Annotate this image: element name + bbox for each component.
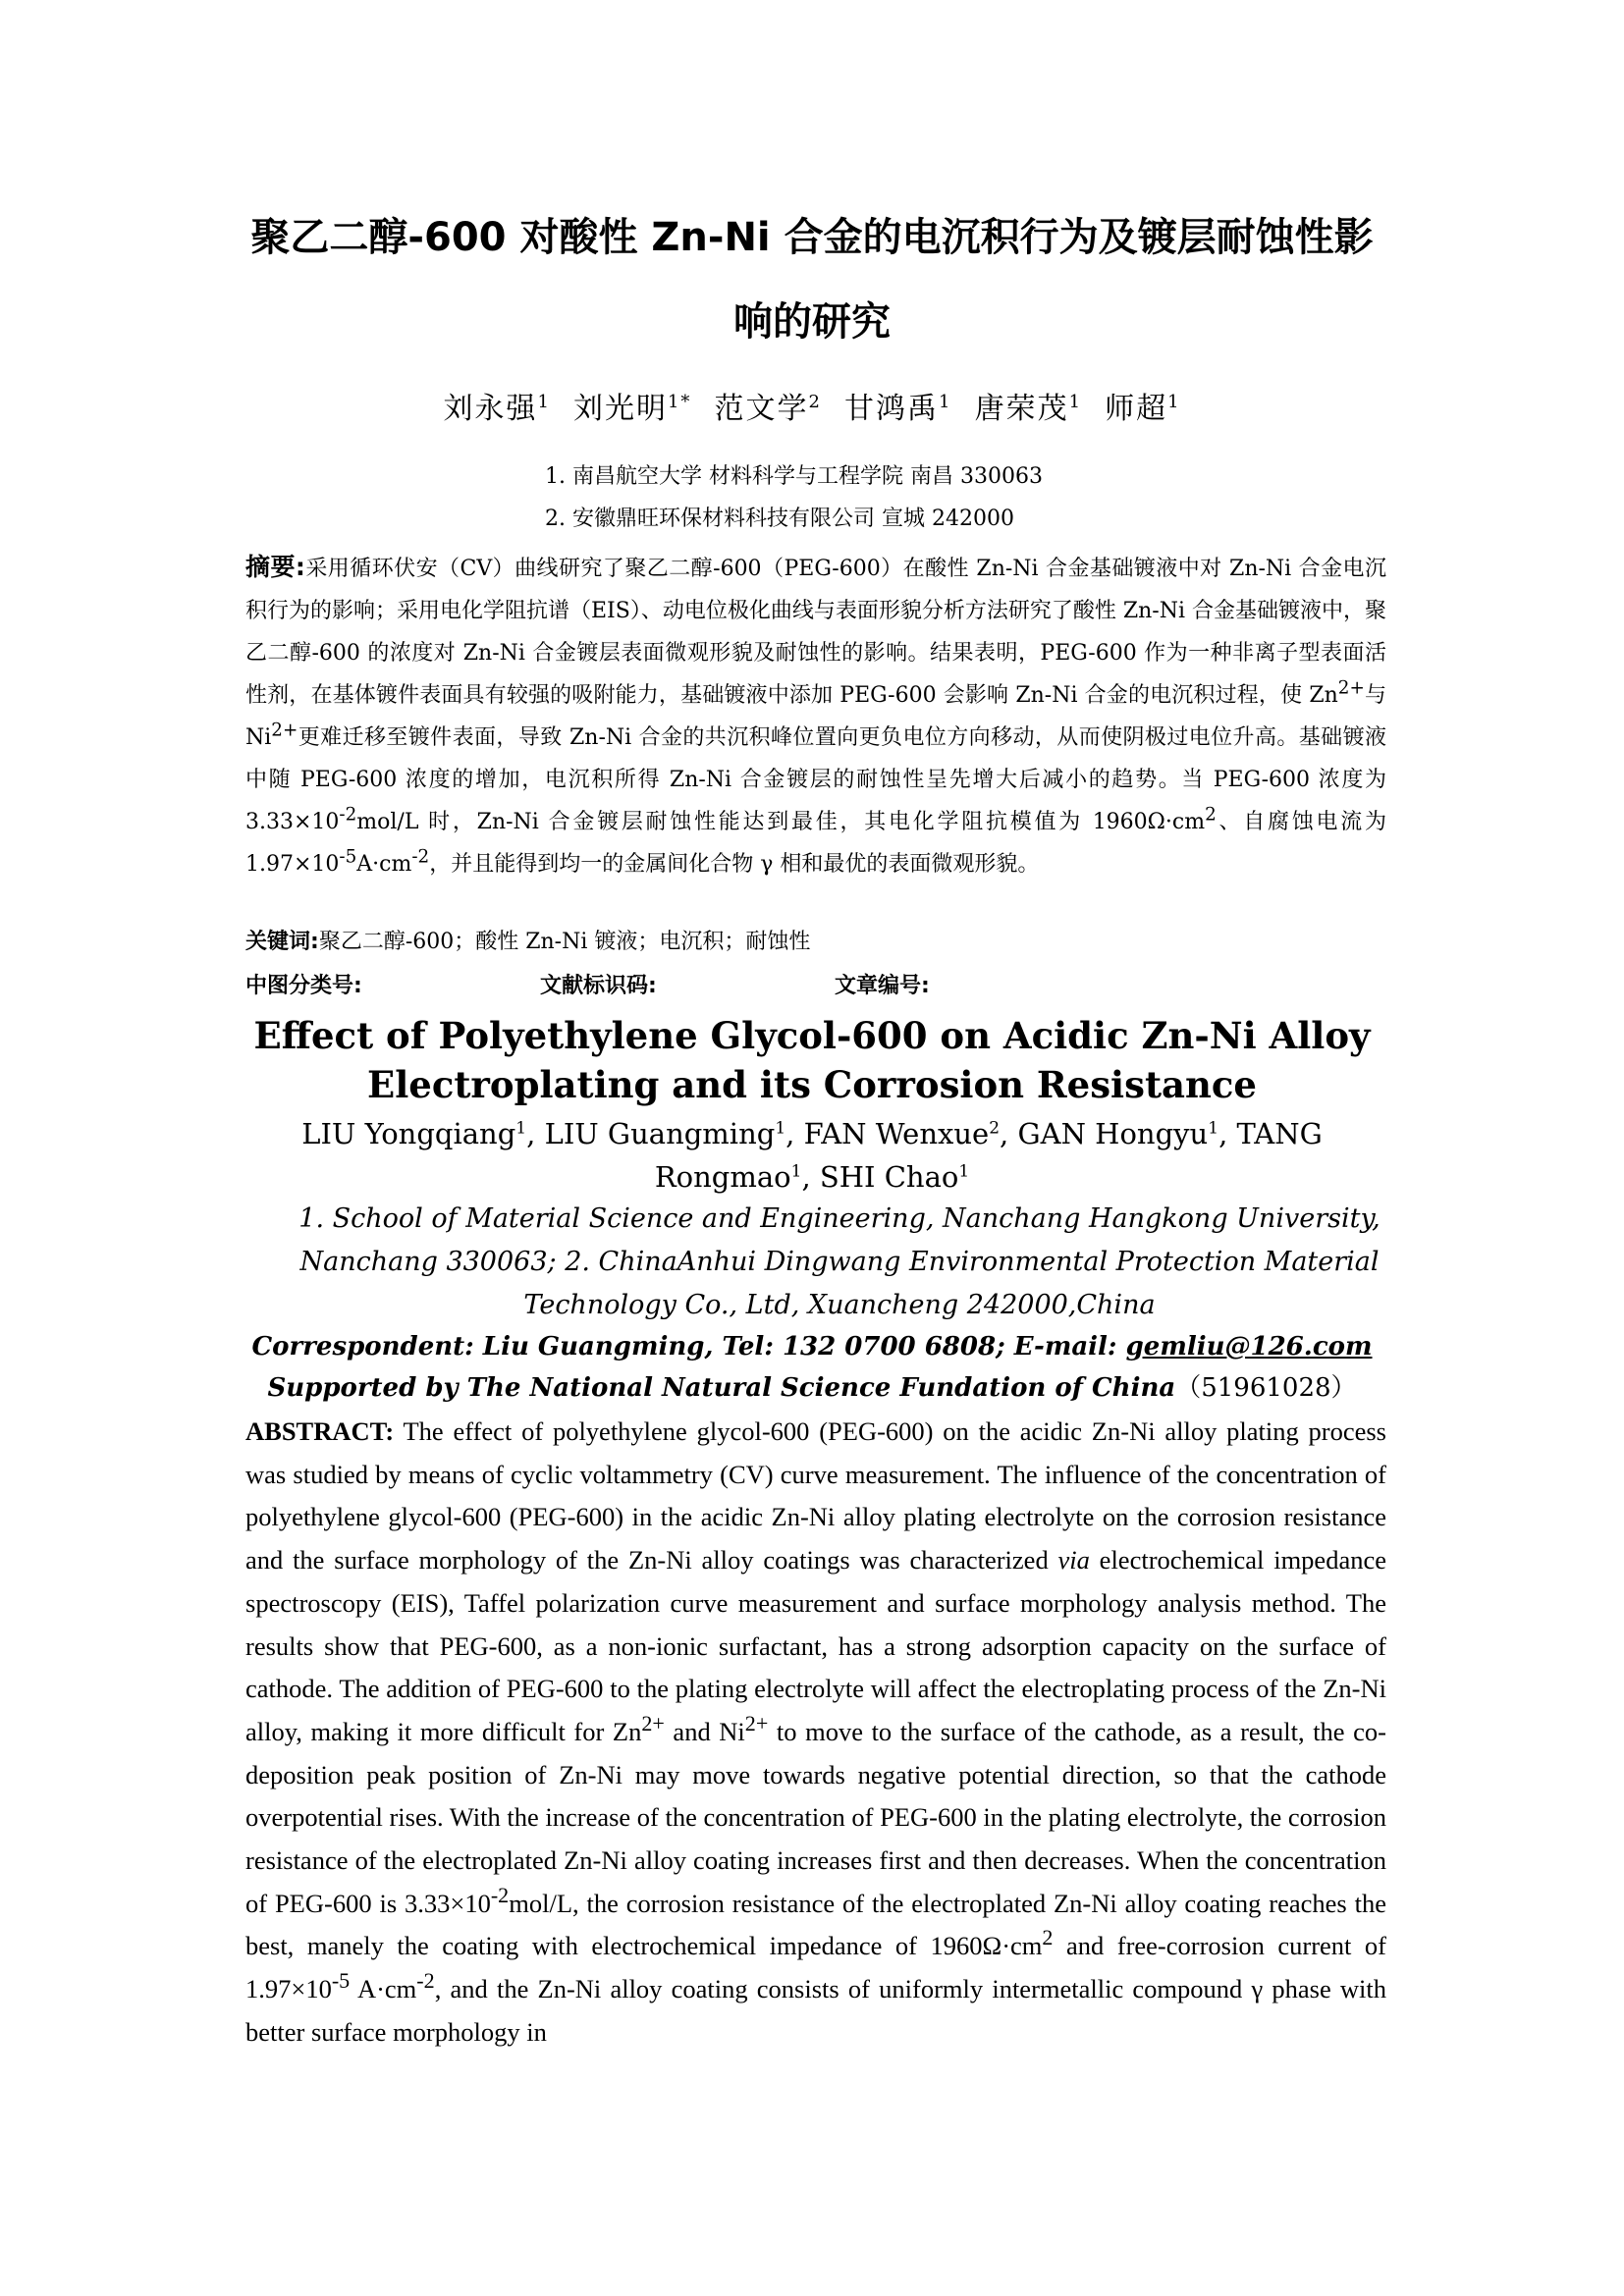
title-en-line1: Effect of Polyethylene Glycol-600 on Acidic Zn-Ni Alloy xyxy=(253,1014,1371,1057)
author-en: GAN Hongyu$^1$ xyxy=(1017,1117,1219,1150)
article-number-label: 文章编号: xyxy=(835,974,930,998)
keywords-cn-text: 聚乙二醇-600；酸性 Zn-Ni 镀液；电沉积；耐蚀性 xyxy=(318,930,811,954)
author-en: FAN Wenxue$^2$ xyxy=(803,1117,1001,1150)
funding-statement: Supported by The National Natural Science Fundation of China（51961028） xyxy=(267,1373,1357,1403)
author-cn: 范文学$^2$ xyxy=(714,392,822,426)
affiliation-en: 1. School of Material Science and Engineering, Nanchang Hangkong University, Nanchang 330063; 2. ChinaAnhui Dingwang Environmental Protection Material Technology Co., Ltd, Xuancheng 242000,China xyxy=(298,1203,1380,1320)
email-link[interactable]: gemliu@126.com xyxy=(1125,1332,1373,1362)
author-cn: 唐荣茂$^1$ xyxy=(974,392,1083,426)
clc-label: 中图分类号: xyxy=(245,974,362,998)
abstract-en-label: ABSTRACT: xyxy=(245,1416,395,1446)
affiliation-cn-1: 1. 南昌航空大学 材料科学与工程学院 南昌 330063 xyxy=(545,464,1043,489)
author-en: SHI Chao$^1$ xyxy=(819,1160,970,1194)
author-cn: 刘光明$^{1*}$ xyxy=(572,392,692,426)
author-en: LIU Guangming$^1$ xyxy=(544,1117,786,1150)
keywords-cn-label: 关键词: xyxy=(245,930,319,954)
author-en: LIU Yongqiang$^1$ xyxy=(301,1117,527,1150)
title-cn-line2: 响的研究 xyxy=(733,299,891,345)
abstract-cn-label: 摘要: xyxy=(245,553,305,581)
keywords-cn xyxy=(245,928,1386,957)
author-en: TANG Rongmao$^1$ xyxy=(654,1117,1323,1194)
title-cn-line1: 聚乙二醇-600 对酸性 Zn-Ni 合金的电沉积行为及镀层耐蚀性影 xyxy=(250,215,1374,260)
correspondent: Correspondent: Liu Guangming, Tel: 132 0700 6808; E-mail: gemliu@126.com xyxy=(251,1332,1373,1362)
authors-en: LIU Yongqiang$^1$, LIU Guangming$^1$, FAN Wenxue$^2$, GAN Hongyu$^1$, TANG Rongmao$^1$, SHI Chao$^1$ xyxy=(301,1117,1323,1194)
author-cn: 甘鸿禹$^1$ xyxy=(844,392,952,426)
grant-number: （51961028） xyxy=(1175,1373,1357,1403)
authors-cn xyxy=(196,391,1428,428)
author-cn: 刘永强$^1$ xyxy=(443,392,551,426)
title-en xyxy=(196,1011,1428,1109)
affiliation-cn-2: 2. 安徽鼎旺环保材料科技有限公司 宣城 242000 xyxy=(545,507,1014,531)
author-cn: 师超$^1$ xyxy=(1105,392,1181,426)
abstract-cn: 摘要:采用循环伏安（CV）曲线研究了聚乙二醇-600（PEG-600）在酸性 Zn-Ni 合金基础镀液中对 Zn-Ni 合金电沉积行为的影响；采用电化学阻抗谱（EIS）、动电位极化曲线与表面形貌分析方法研究了酸性 Zn-Ni 合金基础镀液中，聚乙二醇-600 的浓度对 Zn-Ni 合金镀层表面微观形貌及耐蚀性的影响。结果表明，PEG-600 作为一种非离子型表面活性剂，在基体镀件表面具有较强的吸附能力，基础镀液中添加 PEG-600 会影响 Zn-Ni 合金的电沉积过程，使 $Zn^{2+}$与 $Ni^{2+}$更难迁移至镀件表面，导致 Zn-Ni 合金的共沉积峰位置向更负电位方向移动，从而使阴极过电位升高。基础镀液中随 PEG-600 浓度的增加，电沉积所得 Zn-Ni 合金镀层的耐蚀性呈先增大后减小的趋势。当 PEG-600 浓度为 $3.33\times 10^{-2}mol/L$ 时，Zn-Ni 合金镀层耐蚀性能达到最佳，其电化学阻抗模值为 $1960\Omega\cdot cm^2$、自腐蚀电流为 $1.97\times 10^{-5}A\cdot cm^{-2}$，并且能得到均一的金属间化合物 γ 相和最优的表面微观形貌。 xyxy=(245,553,1387,877)
title-en-line2: Electroplating and its Corrosion Resistance xyxy=(367,1063,1257,1106)
doc-code-label: 文献标识码: xyxy=(540,974,657,998)
abstract-en: ABSTRACT: The effect of polyethylene glycol-600 (PEG-600) on the acidic Zn-Ni alloy plating process was studied by means of cyclic voltammetry (CV) curve measurement. The influence of the concentration of polyethylene glycol-600 (PEG-600) in the acidic Zn-Ni alloy plating electrolyte on the corrosion resistance and the surface morphology of the Zn-Ni alloy coatings was characterized via electrochemical impedance spectroscopy (EIS), Taffel polarization curve measurement and surface morphology analysis method. The results show that PEG-600, as a non-ionic surfactant, has a strong adsorption capacity on the surface of cathode. The addition of PEG-600 to the plating electrolyte will affect the electroplating process of the Zn-Ni alloy, making it more difficult for $Zn^{2+}$ and $Ni^{2+}$ to move to the surface of the cathode, as a result, the co-deposition peak position of Zn-Ni may move towards negative potential direction, so that the cathode overpotential rises. With the increase of the concentration of PEG-600 in the plating electrolyte, the corrosion resistance of the electroplated Zn-Ni alloy coating increases first and then decreases. When the concentration of PEG-600 is $3.33\times 10^{-2}mol/L$, the corrosion resistance of the electroplated Zn-Ni alloy coating reaches the best, manely the coating with electrochemical impedance of $1960\Omega\cdot cm^2$ and free-corrosion current of $1.97\times 10^{-5}$ $A\cdot cm^{-2}$, and the Zn-Ni alloy coating consists of uniformly intermetallic compound γ phase with better surface morphology in xyxy=(245,1416,1386,2047)
